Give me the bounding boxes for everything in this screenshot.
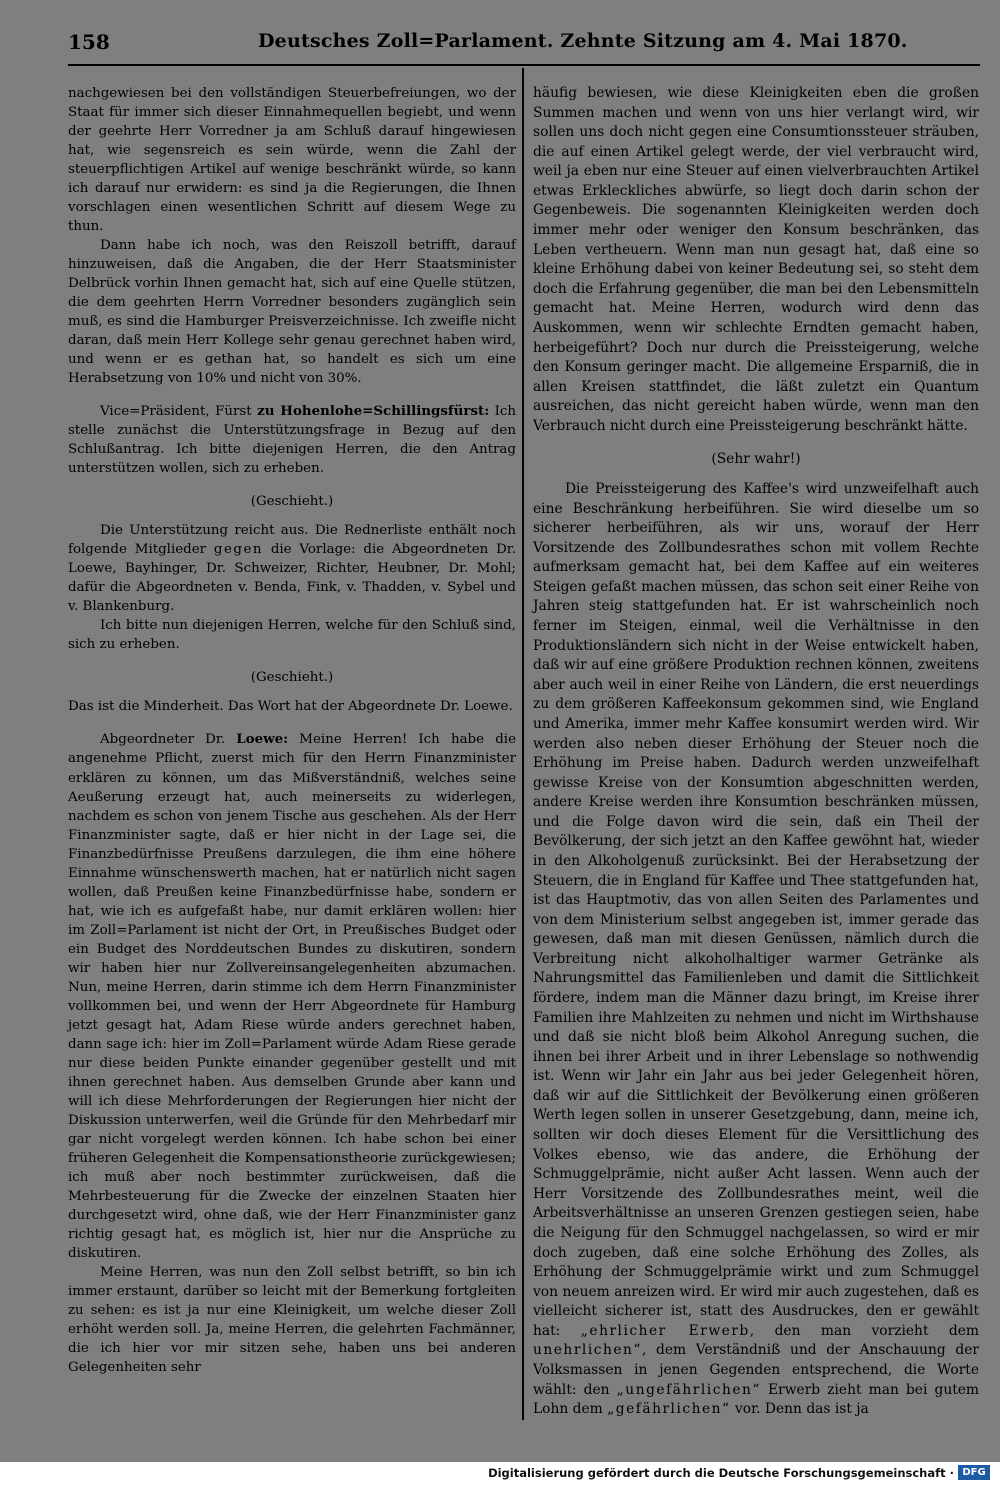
right-column: [533, 84, 979, 1420]
text-run: Die Unterstützung reicht aus. Die Rednerliste enthält noch folgende Mitglieder: [68, 523, 516, 558]
paragraph: Dann habe ich noch, was den Reiszoll betrifft, darauf hinzuweisen, daß die Angaben, die der Herr Staatsminister Delbrück vorhin Ihnen gemacht hat, sich auf eine Quelle stützen, die dem geehrten Herrn Vorredner besonders zugänglich sein muß, es sind die Hamburger Preisverzeichnisse. Ich zweifle nicht daran, daß mein Herr Kollege sehr genau gerechnet haben wird, und wenn er es gethan hat, so handelt es sich um eine Herabsetzung von 10% und nicht von 30%.: [68, 238, 516, 387]
text-run: , dem Verständniß und der Anschauung der Volksmassen in jenen Gegenden entsprechend, die Worte wählt: den: [533, 1342, 979, 1398]
stage-direction: (Geschieht.): [250, 670, 334, 686]
paragraph: Das ist die Minderheit. Das Wort hat der Abgeordnete Dr. Loewe.: [68, 699, 513, 715]
speech-text: Meine Herren! Ich habe die angenehme Pflicht, zuerst mich für den Herrn Finanzminister erklären zu können, um das Mißverständniß, welches seine Aeußerung erzeugt hat, auch meinerseits zu widerlegen, nachdem es schon von jenem Tische aus geschehen. Als der Herr Finanzminister sagte, daß er hier nicht in der Lage sei, die Finanzbedürfnisse Preußens darzulegen, die ihm eine höhere Einnahme wünschenswerth machen, hat er natürlich nicht sagen wollen, daß Preußen keine Finanzbedürfnisse habe, sondern er hat, wie ich es aufgefaßt habe, nur damit erklären wollen: hier im Zoll=Parlament ist nicht der Ort, in Preußisches Budget oder ein Budget des Norddeutschen Bundes zu diskutiren, sondern wir haben hier nur Zollvereinsangelegenheiten abzumachen. Nun, meine Herren, darin stimme ich dem Herrn Finanzminister vollkommen bei, und wenn der Herr Abgeordnete für Hamburg jetzt gesagt hat, Adam Riese würde anders gerechnet haben, dann sage ich: hier im Zoll=Parlament würde Adam Riese gerade nur diese beiden Punkte einander gegenüber gestellt und mit ihnen gerechnet haben. Aus demselben Grunde aber kann und will ich diese Mehrforderungen der Regierungen hier nicht der Diskussion unterwerfen, weil die Gründe für den Mehrbedarf mir gar nicht vorgelegt werden können. Ich habe schon bei einer früheren Gelegenheit die Kompensationstheorie zurückgewiesen; ich muß aber noch bestimmter zurückweisen, daß die Mehrbesteuerung für die Zwecke der einzelnen Staaten hier durchgesetzt wird, ohne daß, wie der Herr Finanzminister ganz richtig gesagt hat, es möglich ist, hier nur die Ansprüche zu diskutiren.: [68, 732, 516, 1261]
running-head: Deutsches Zoll=Parlament. Zehnte Sitzung am 4. Mai 1870.: [258, 30, 908, 52]
text-run: Die Preissteigerung des Kaffee's wird unzweifelhaft auch eine Beschränkung herbeiführen. Sie wird dieselbe um so sicherer herbeiführen, als wir uns, worauf der Herr Vorsitzende des Zollbundesrathes schon mit vollem Rechte aufmerksam gemacht hat, bei dem Kaffee auf ein weiteres Steigen gefaßt machen müssen, das schon seit einer Reihe von Jahren steig stattgefunden hat. Er ist wahrscheinlich noch ferner im Steigen, einmal, weil die Verhältnisse in den Produktionsländern sich nicht in der Weise entwickelt haben, daß wir auf eine größere Produktion rechnen können, zweitens aber auch weil in einer Reihe von Ländern, die erst neuerdings zu dem größeren Kaffeekonsum gekommen sind, wie England und Amerika, immer mehr Kaffee konsumirt werden wird. Wir werden also neben dieser Erhöhung der Steuer noch die Erhöhung im Preise haben. Dadurch werden unzweifelhaft gewisse Kreise von der Konsumtion abgeschnitten werden, andere Kreise werden ihre Konsumtion beschränken müssen, und die Folge davon wird die sein, daß ein Theil der Bevölkerung, der sich jetzt an den Kaffee gewöhnt hat, wieder in den Alkoholgenuß zurücksinkt. Bei der Herabsetzung der Steuern, die in England für Kaffee und Thee stattgefunden hat, ist das Hauptmotiv, das von allen Seiten des Parlamentes und von dem Ministerium selbst angegeben ist, immer gerade das gewesen, daß man mit diesen Genüssen, nämlich durch die Verbreitung nicht alkoholhaltiger warmer Getränke als Nahrungsmittel das Familienleben und damit die Sittlichkeit fördere, indem man die Männer dazu bringt, im Kreise ihrer Familien ihre Mahlzeiten zu nehmen und nicht im Wirthshause und daß sie nicht bloß beim Alkohol Anregung suchen, die ihnen bei ihrer Arbeit und in ihrer Lebenslage so nothwendig ist. Wenn wir Jahr ein Jahr aus bei jeder Gelegenheit hören, daß wir auf die Sittlichkeit der Bevölkerung einen größeren Werth legen sollen in unserer Gesetzgebung, dann, meine ich, sollten wir doch dieses Element für die Versittlichung des Volkes ebenso, wie das andere, die Erhöhung der Schmuggelprämie, nicht außer Acht lassen. Wenn auch der Herr Vorsitzende des Zollbundesrathes meint, weil die Arbeitsverhältnisse an unseren Grenzen gestiegen seien, habe die Neigung für den Schmuggel nachgelassen, so wird er mir doch zugeben, daß eine solche Erhöhung des Zolles, als Erhöhung der Schmuggelprämie wirkt und zum Schmuggel von neuem anreizen wird. Er wird mir auch zugestehen, daß es vielleicht sicherer ist, statt des Ausdruckes, den er gewählt hat:: [533, 480, 979, 1339]
speaker-name: zu Hohenlohe=Schillingsfürst:: [257, 403, 490, 420]
text-run: vor. Denn das ist ja: [730, 1401, 869, 1418]
speaker-role: Abgeordneter Dr.: [100, 732, 237, 748]
left-column: [68, 84, 516, 1377]
dfg-logo: DFG: [958, 1465, 990, 1480]
speaker-paragraph: [68, 730, 516, 1262]
paragraph: Meine Herren, was nun den Zoll selbst betrifft, so bin ich immer erstaunt, darüber so leicht mit der Bemerkung fortgleiten zu sehen: es ist ja nur eine Kleinigkeit, um welche dieser Zoll erhöht werden soll. Ja, meine Herren, die gelehrten Fachmänner, die ich hier vor mir sitzen sehe, haben uns bei anderen Gelegenheiten sehr: [68, 1264, 516, 1375]
paragraph: häufig bewiesen, wie diese Kleinigkeiten eben die großen Summen machen und wenn von uns hier verlangt wird, wir sollen uns doch nicht gegen eine Consumtionssteuer sträuben, die auf einen Artikel gelegt werde, der viel verbraucht wird, weil ja eben nur eine Steuer auf einen vielverbrauchten Artikel etwas Erkleckliches abwürfe, so liegt doch darin schon der Gegenbeweis. Die sogenannten Kleinigkeiten werden doch immer mehr oder weniger den Konsum beschränken, das Leben vertheuern. Wenn man nun gesagt hat, daß eine so kleine Erhöhung dabei von keiner Bedeutung sei, so steht dem doch die Erfahrung gegenüber, die man bei den Lebensmitteln gemacht hat. Meine Herren, wodurch wird denn das Auskommen, wenn wir schlechte Erndten gemacht haben, herbeigeführt? Doch nur durch die Preissteigerung, welche den Konsum geringer macht. Die allgemeine Ersparniß, die in allen Kreisen stattfindet, die läßt zuletzt ein Quantum ausreichen, das nicht gereicht haben würde, wenn man den Verbrauch nicht durch eine Preissteigerung beschränkt hätte.: [533, 85, 979, 434]
header-rule: [68, 64, 980, 66]
stage-direction: (Sehr wahr!): [711, 451, 801, 468]
paragraph: nachgewiesen bei den vollständigen Steuerbefreiungen, wo der Staat für immer sich dieser Einnahmequellen begiebt, und wenn der geehrte Herr Vorredner ja am Schluß darauf hingewiesen hat, wie segensreich es sein würde, wenn die Zahl der steuerpflichtigen Artikel auf wenige beschränkt würde, so kann ich darauf nur erwidern: es sind ja die Regierungen, die Ihnen vorschlagen einen wesentlichen Schritt auf diesem Wege zu thun.: [68, 86, 516, 235]
page-header: [68, 30, 980, 60]
paragraph: [533, 480, 979, 1420]
text-run: , den man vorzieht dem: [749, 1322, 979, 1339]
speech-text: Ich stelle zunächst die Unterstützungsfrage in Bezug auf den Schlußantrag. Ich bitte diejenigen Herren, die den Antrag unterstützen wollen, sich zu erheben.: [68, 404, 516, 477]
emphasis: „gefährlichen“: [607, 1401, 731, 1418]
stage-direction: (Geschieht.): [250, 494, 334, 510]
emphasis: „ungefährlichen“: [616, 1381, 761, 1398]
speaker-paragraph: [68, 402, 516, 478]
text-run: die Vorlage: die Abgeordneten Dr. Loewe, Bayhinger, Dr. Schweizer, Richter, Heubner, Dr. Mohl; dafür die Abgeordneten v. Benda, Fink, v. Thadden, v. Sybel und v. Blankenburg.: [68, 542, 516, 615]
paragraph: Ich bitte nun diejenigen Herren, welche für den Schluß sind, sich zu erheben.: [68, 618, 516, 653]
emphasis: unehrlichen“: [533, 1342, 642, 1359]
speaker-name: Loewe:: [236, 731, 289, 748]
emphasis: „ehrlicher Erwerb: [580, 1322, 750, 1339]
digitization-credit: Digitalisierung gefördert durch die Deutsche Forschungsgemeinschaft ·: [488, 1466, 954, 1480]
page-number: 158: [68, 30, 110, 54]
emphasis: gegen: [213, 542, 264, 558]
text-run: Erwerb zieht man bei gutem Lohn dem: [533, 1381, 979, 1418]
paragraph: [68, 521, 516, 616]
speaker-role: Vice=Präsident, Fürst: [100, 404, 258, 420]
column-divider: [522, 68, 524, 1420]
